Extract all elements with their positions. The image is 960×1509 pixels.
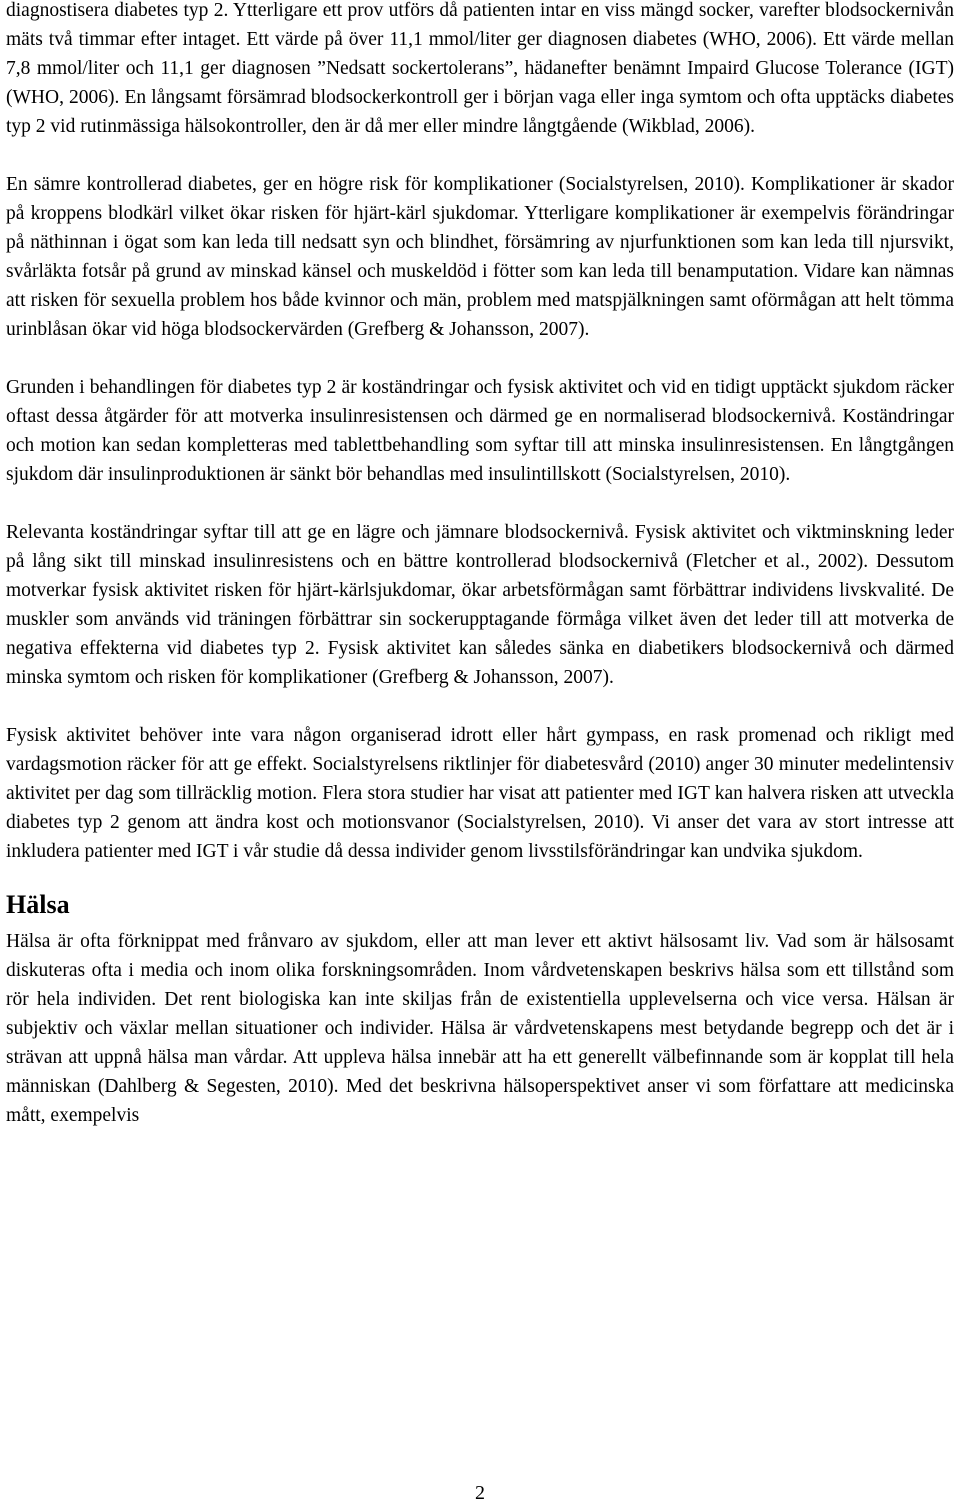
section-heading-halsa: Hälsa [6,890,70,919]
document-page [6,0,954,1159]
paragraph-physical-activity: Fysisk aktivitet behöver inte vara någon organiserad idrott eller hårt gympass, en rask promenad och rikligt med vardagsmotion räcker för att ge effekt. Socialstyrelsens riktlinjer för diabetesvård (2010) anger 30 minuter medelintensiv aktivitet per dag som tillräcklig motion. Flera stora studier har visat att patienter med IGT kan halvera risken att utveckla diabetes typ 2 genom att ändra kost och motionsvanor (Socialstyrelsen, 2010). Vi anser det vara av stort intresse att inkludera patienter med IGT i vår studie då dessa individer genom livsstilsförändringar kan undvika sjukdom. [6,725,954,862]
page-number: 2 [475,1482,485,1504]
paragraph-diet-exercise: Relevanta koständringar syftar till att ge en lägre och jämnare blodsockernivå. Fysisk aktivitet och viktminskning leder på lång sikt till minskad insulinresistens och en bättre kontrollerad blodsockernivå (Fletcher et al., 2002). Dessutom motverkar fysisk aktivitet risken för hjärt-kärlsjukdomar, ökar arbetsförmågan samt förbättrar individens livskvalité. De muskler som används vid träningen förbättrar sin sockerupptagande förmåga vilket även det leder till att motverka de negativa effekterna vid diabetes typ 2. Fysisk aktivitet kan således sänka en diabetikers blodsockernivå och därmed minska symtom och risken för komplikationer (Grefberg & Johansson, 2007). [6,522,954,688]
paragraph-complications: En sämre kontrollerad diabetes, ger en högre risk för komplikationer (Socialstyrelsen, 2010). Komplikationer är skador på kroppens blodkärl vilket ökar risken för hjärt-kärl sjukdomar. Ytterligare komplikationer är exempelvis förändringar på näthinnan i ögat som kan leda till nedsatt syn och blindhet, försämring av njurfunktionen som kan leda till njursvikt, svårläkta fotsår på grund av minskad känsel och muskeldöd i fötter som kan leda till benamputation. Vidare kan nämnas att risken för sexuella problem hos både kvinnor och män, problem med matspjälkningen samt oförmågan att helt tömma urinblåsan ökar vid höga blodsockervärden (Grefberg & Johansson, 2007). [6,174,954,340]
paragraph-diagnosis: diagnostisera diabetes typ 2. Ytterligare ett prov utförs då patienten intar en viss mängd socker, varefter blodsockernivån mäts två timmar efter intaget. Ett värde på över 11,1 mmol/liter ger diagnosen diabetes (WHO, 2006). Ett värde mellan 7,8 mmol/liter och 11,1 ger diagnosen ”Nedsatt sockertolerans”, hädanefter benämnt Impaird Glucose Tolerance (IGT) (WHO, 2006). En långsamt försämrad blodsockerkontroll ger i början vaga eller inga symtom och ofta upptäcks diabetes typ 2 vid rutinmässiga hälsokontroller, den är då mer eller mindre långtgående (Wikblad, 2006). [6,0,954,137]
paragraph-treatment: Grunden i behandlingen för diabetes typ 2 är koständringar och fysisk aktivitet och vid en tidigt upptäckt sjukdom räcker oftast dessa åtgärder för att motverka insulinresistensen och därmed ge en normaliserad blodsockernivå. Koständringar och motion kan sedan kompletteras med tablettbehandling som syftar till att minska insulinresistensen. En långtgången sjukdom där insulinproduktionen är sänkt bör behandlas med insulintillskott (Socialstyrelsen, 2010). [6,377,954,485]
paragraph-health: Hälsa är ofta förknippat med frånvaro av sjukdom, eller att man lever ett aktivt hälsosamt liv. Vad som är hälsosamt diskuteras ofta i media och inom olika forskningsområden. Inom vårdvetenskapen beskrivs hälsa som ett tillstånd som rör hela individen. Det rent biologiska kan inte skiljas från de existentiella upplevelserna och vice versa. Hälsan är subjektiv och växlar mellan situationer och individer. Hälsa är vårdvetenskapens mest betydande begrepp och det är i strävan att uppnå hälsa man vårdar. Att uppleva hälsa innebär att ha ett generellt välbefinnande som är kopplat till hela människan (Dahlberg & Segesten, 2010). Med det beskrivna hälsoperspektivet anser vi som författare att medicinska mått, exempelvis [6,931,954,1126]
